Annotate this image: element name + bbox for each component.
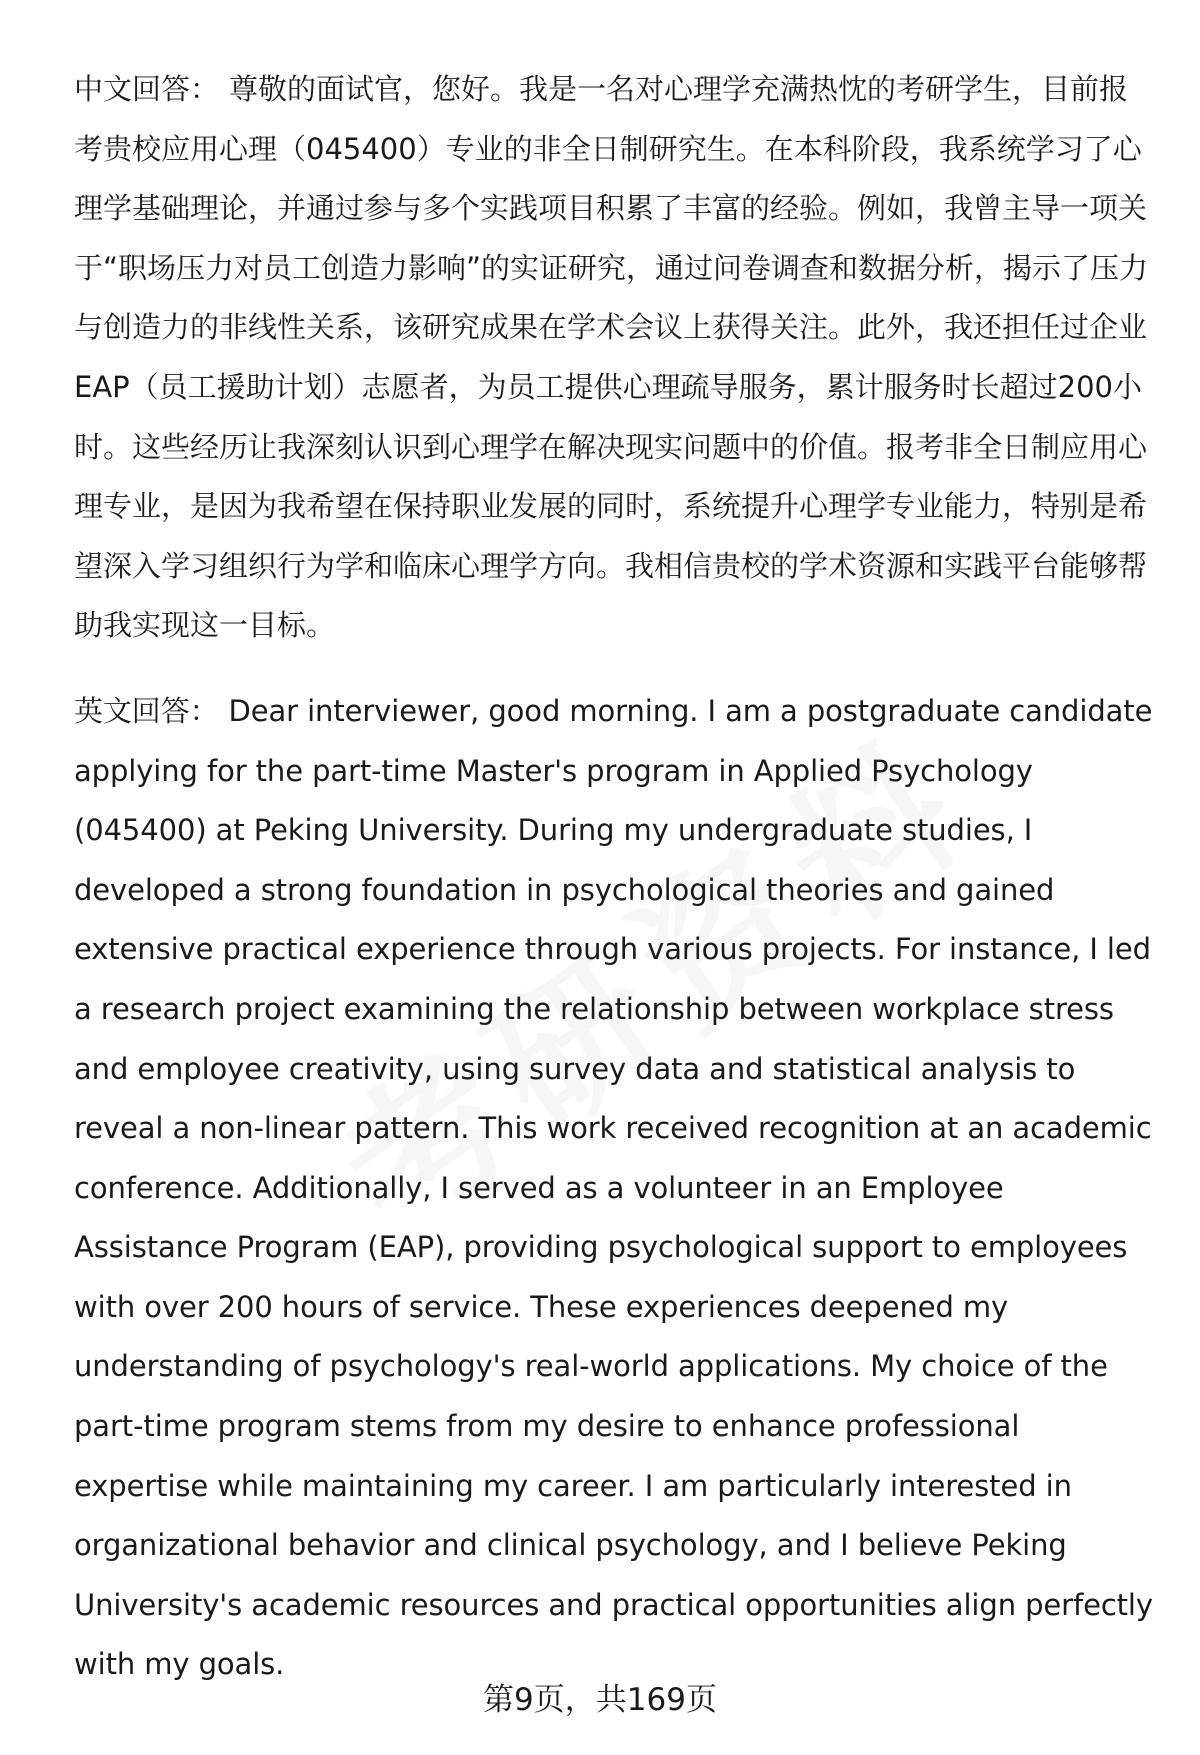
chinese-answer-paragraph	[74, 60, 1154, 656]
chinese-answer-text: 尊敬的面试官，您好。我是一名对心理学充满热忱的考研学生，目前报考贵校应用心理（045400）专业的非全日制研究生。在本科阶段，我系统学习了心理学基础理论，并通过参与多个实践项目积累了丰富的经验。例如，我曾主导一项关于“职场压力对员工创造力影响”的实证研究，通过问卷调查和数据分析，揭示了压力与创造力的非线性关系，该研究成果在学术会议上获得关注。此外，我还担任过企业EAP（员工援助计划）志愿者，为员工提供心理疏导服务，累计服务时长超过200小时。这些经历让我深刻认识到心理学在解决现实问题中的价值。报考非全日制应用心理专业，是因为我希望在保持职业发展的同时，系统提升心理学专业能力，特别是希望深入学习组织行为学和临床心理学方向。我相信贵校的学术资源和实践平台能够帮助我实现这一目标。	[74, 72, 1149, 643]
english-answer-text: Dear interviewer, good morning. I am a postgraduate candidate applying for the part-time Master's program in Applied Psychology (045400) at Peking University. During my undergraduate studies, I developed a strong foundation in psychological theories and gained extensive practical experience through various projects. For instance, I led a research project examining the relationship between workplace stress and employee creativity, using survey data and statistical analysis to reveal a non-linear pattern. This work received recognition at an academic conference. Additionally, I served as a volunteer in an Employee Assistance Program (EAP), providing psychological support to employees with over 200 hours of service. These experiences deepened my understanding of psychology's real-world applications. My choice of the part-time program stems from my desire to enhance professional expertise while maintaining my career. I am particularly interested in organizational behavior and clinical psychology, and I believe Peking University's academic resources and practical opportunities align perfectly with my goals.	[74, 693, 1153, 1682]
page-number: 第9页，共169页	[483, 1682, 717, 1718]
chinese-answer-label: 中文回答：	[74, 72, 220, 106]
english-answer-label: 英文回答：	[74, 693, 219, 728]
english-answer-paragraph	[74, 682, 1154, 1695]
document-page	[74, 60, 1154, 1695]
